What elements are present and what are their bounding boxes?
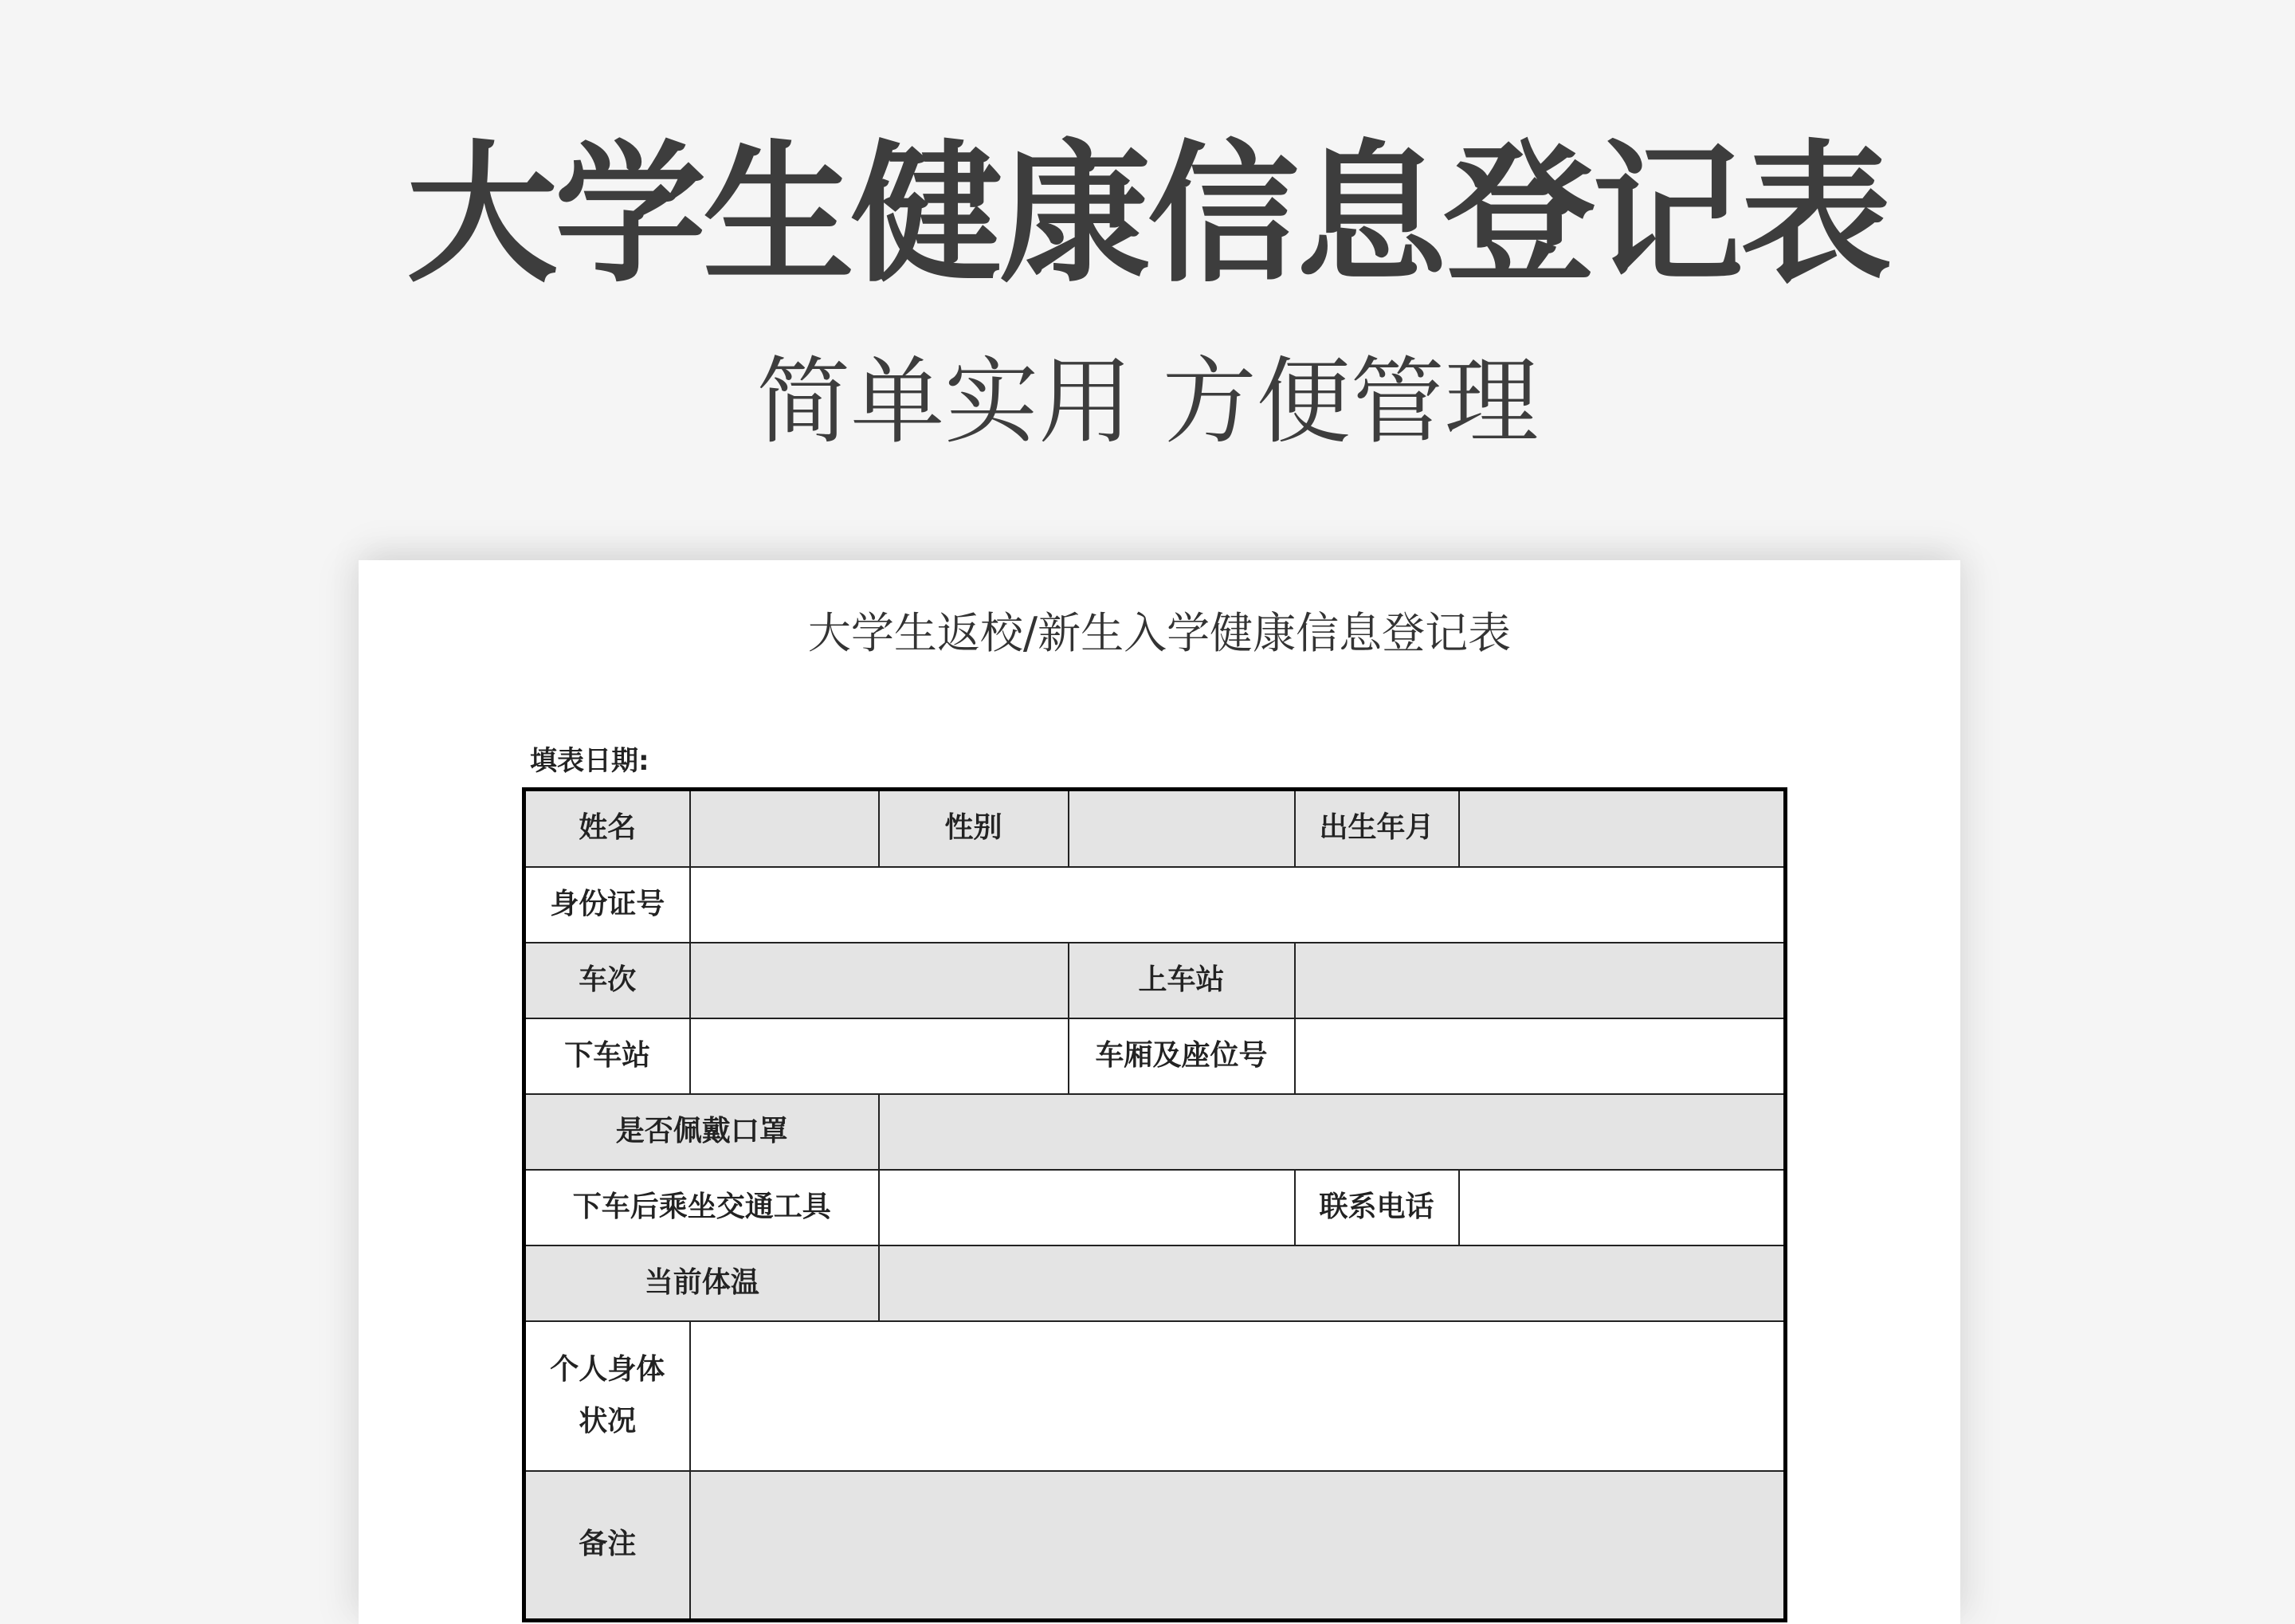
wearing-mask-label: 是否佩戴口罩	[524, 1094, 879, 1170]
name-label: 姓名	[524, 790, 690, 867]
birth-field[interactable]	[1459, 790, 1786, 867]
health-status-label	[524, 1321, 690, 1471]
hero-subtitle: 简单实用 方便管理	[756, 347, 1539, 457]
phone-label: 联系电话	[1295, 1170, 1459, 1245]
carriage-seat-field[interactable]	[1295, 1018, 1786, 1094]
table-row	[524, 1018, 1786, 1094]
hero-title: 大学生健康信息登记表	[406, 127, 1889, 303]
phone-field[interactable]	[1459, 1170, 1786, 1245]
wearing-mask-field[interactable]	[879, 1094, 1786, 1170]
transport-after-label: 下车后乘坐交通工具	[524, 1170, 879, 1245]
temperature-label: 当前体温	[524, 1245, 879, 1321]
remarks-label: 备注	[524, 1471, 690, 1621]
fill-date-label: 填表日期:	[530, 745, 649, 777]
train-number-field[interactable]	[690, 943, 1069, 1018]
birth-label: 出生年月	[1295, 790, 1459, 867]
table-row	[524, 1321, 1786, 1471]
table-row	[524, 867, 1786, 943]
id-number-field[interactable]	[690, 867, 1786, 943]
alighting-station-field[interactable]	[690, 1018, 1069, 1094]
document-title: 大学生返校/新生入学健康信息登记表	[807, 608, 1512, 658]
document-preview	[359, 560, 1960, 1624]
boarding-station-label: 上车站	[1069, 943, 1295, 1018]
temperature-field[interactable]	[879, 1245, 1786, 1321]
health-status-label-line1: 个人身体	[550, 1352, 665, 1386]
gender-field[interactable]	[1069, 790, 1295, 867]
table-row	[524, 790, 1786, 867]
table-row	[524, 1245, 1786, 1321]
id-number-label: 身份证号	[524, 867, 690, 943]
name-field[interactable]	[690, 790, 879, 867]
table-row	[524, 1170, 1786, 1245]
table-row	[524, 943, 1786, 1018]
gender-label: 性别	[879, 790, 1069, 867]
carriage-seat-label: 车厢及座位号	[1069, 1018, 1295, 1094]
registration-form-table	[522, 787, 1787, 1622]
health-status-field[interactable]	[690, 1321, 1786, 1471]
alighting-station-label: 下车站	[524, 1018, 690, 1094]
remarks-field[interactable]	[690, 1471, 1786, 1621]
table-row	[524, 1094, 1786, 1170]
health-status-label-line2: 状况	[579, 1404, 637, 1438]
table-row	[524, 1471, 1786, 1621]
boarding-station-field[interactable]	[1295, 943, 1786, 1018]
train-number-label: 车次	[524, 943, 690, 1018]
transport-after-field[interactable]	[879, 1170, 1295, 1245]
